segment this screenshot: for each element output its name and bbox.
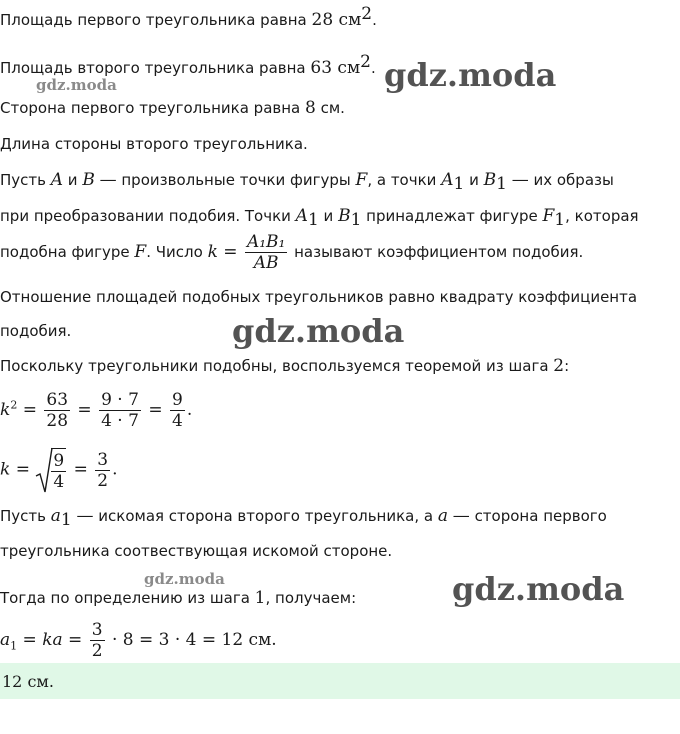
task-statement: Длина стороны второго треугольника.	[0, 135, 308, 153]
area-second-triangle: Площадь второго треугольника равна 63 $см^2$.	[0, 52, 376, 78]
watermark: gdz.moda	[232, 312, 405, 350]
theorem-line-2: подобия.	[0, 322, 72, 340]
variable-definition-1: Пусть $a_1$ — искомая сторона второго треугольника, а a — сторона первого	[0, 506, 607, 530]
theorem-line-1: Отношение площадей подобных треугольников равно квадрату коэффициента	[0, 288, 638, 306]
definition-line-2: при преобразовании подобия. Точки $A_1$ и $B_1$ принадлежат фигуре $F_1$, которая	[0, 206, 639, 230]
definition-line-3: подобна фигуре F. Число k = $\frac{\text{A₁B₁}}{AB}$ называют коэффициентом подобия.	[0, 232, 584, 273]
answer-value: 12 см.	[2, 672, 54, 691]
equation-a1: $a_1$ = ka = $\frac{3}{2}$ · 8 = 3 · 4 = 12 см.	[0, 620, 277, 661]
similarity-ratio-fraction: $\frac{\text{A₁B₁}}{AB}$	[246, 232, 286, 273]
step-one-reference: Тогда по определению из шага 1, получаем:	[0, 588, 357, 608]
equation-k: k = $\frac{9}{4}$ = $\frac{3}{2}$ .	[0, 446, 118, 494]
side-first-triangle: Сторона первого треугольника равна 8 см.	[0, 98, 345, 118]
definition-line-1: Пусть A и B — произвольные точки фигуры F, а точки $A_1$ и $B_1$ — их образы	[0, 170, 614, 194]
variable-definition-2: треугольника соотвествующая искомой стороне.	[0, 542, 393, 560]
watermark: gdz.moda	[452, 570, 625, 608]
equation-k-squared: $k^2$ = $\frac{63}{28}$ = $\frac{9 \cdot 7}{4 \cdot 7}$ = $\frac{9}{4}$ .	[0, 390, 193, 431]
area-first-triangle: Площадь первого треугольника равна 28 $см^2$.	[0, 4, 377, 30]
answer-box	[0, 663, 680, 699]
watermark: gdz.moda	[36, 76, 117, 94]
step-reference: Поскольку треугольники подобны, воспользуемся теоремой из шага 2:	[0, 356, 570, 376]
watermark: gdz.moda	[384, 56, 557, 94]
watermark: gdz.moda	[144, 570, 225, 588]
